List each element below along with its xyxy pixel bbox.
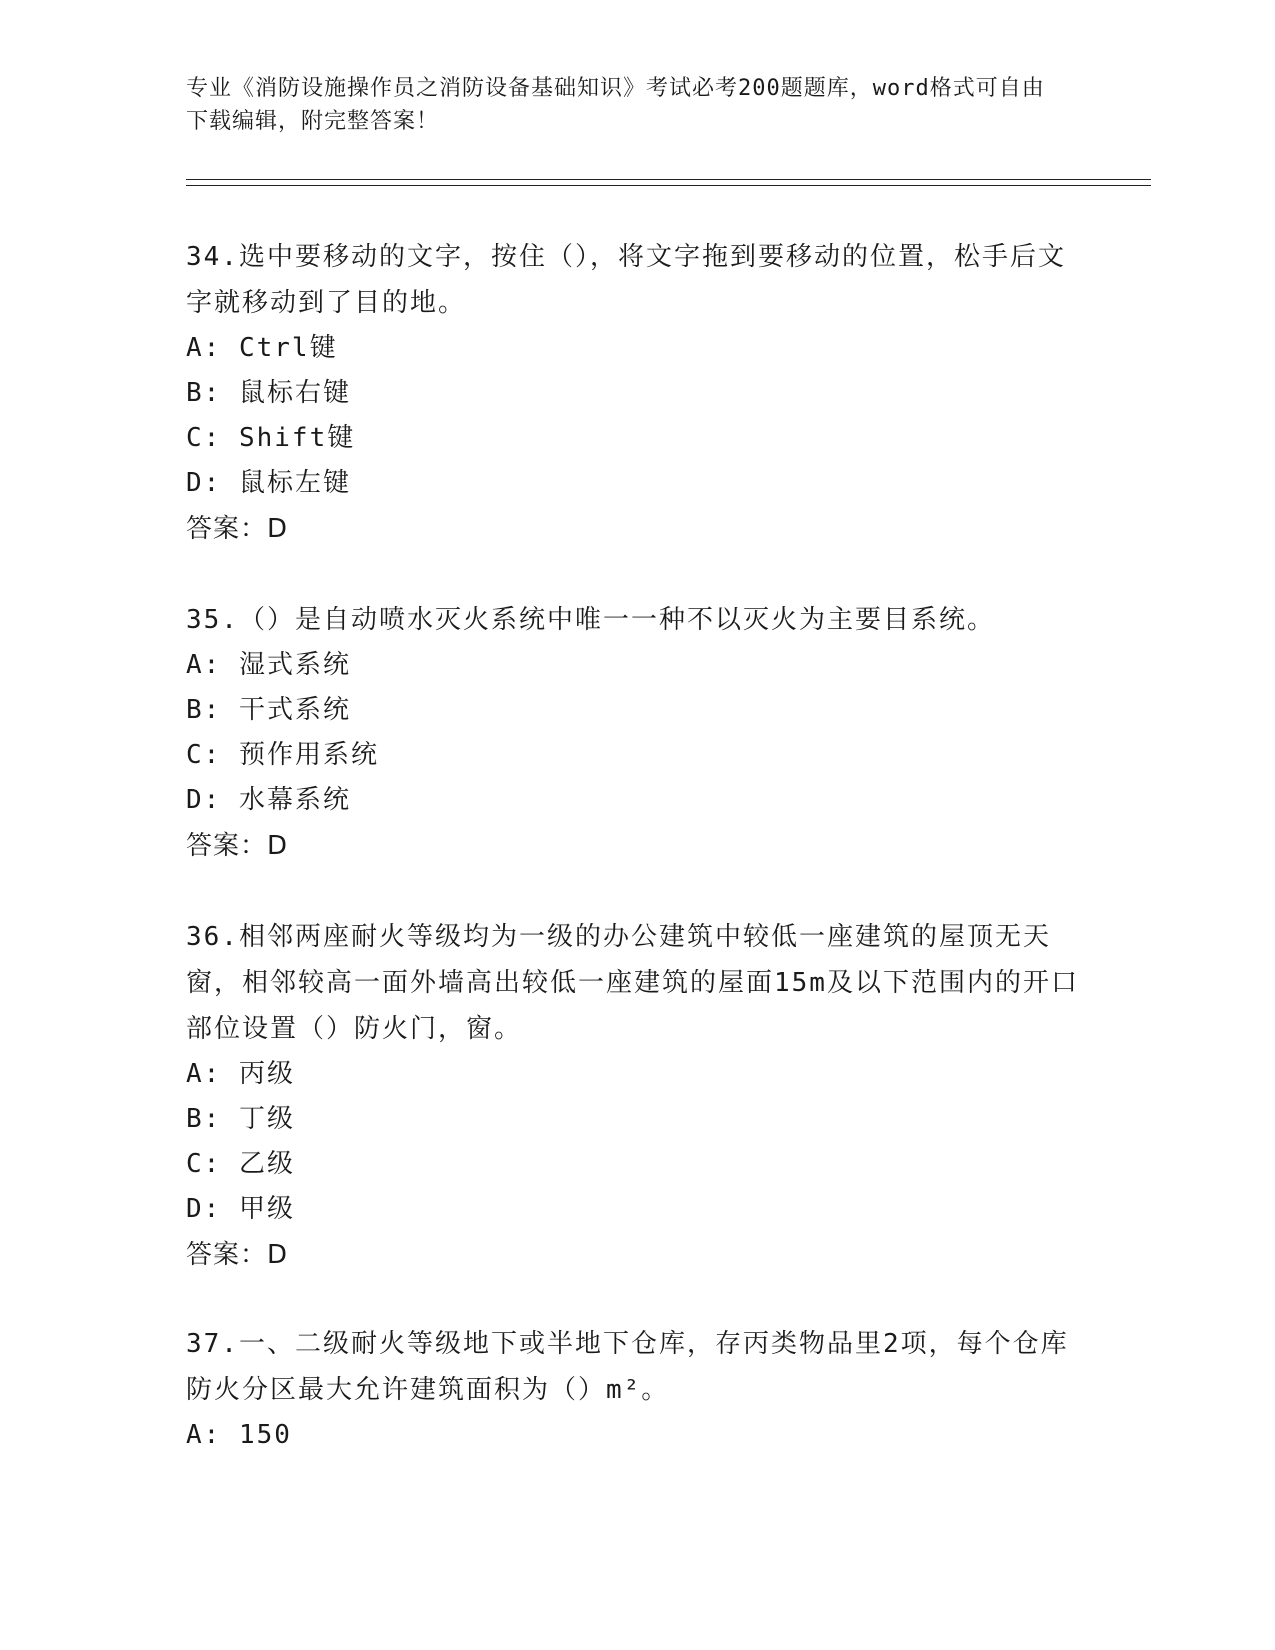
option-a: A: Ctrl键 <box>186 333 338 363</box>
option-d: D: 鼠标左键 <box>186 468 351 498</box>
question-stem: 37.一、二级耐火等级地下或半地下仓库，存丙类物品里2项，每个仓库防火分区最大允许建筑面积为（）m²。 <box>186 1329 1069 1405</box>
option-b: B: 干式系统 <box>186 695 351 725</box>
question-36 <box>186 914 1086 1278</box>
option-a: A: 湿式系统 <box>186 650 351 680</box>
header-divider-bottom <box>186 185 1151 186</box>
question-stem: 34.选中要移动的文字，按住（），将文字拖到要移动的位置，松手后文字就移动到了目的地。 <box>186 242 1066 318</box>
option-b: B: 丁级 <box>186 1104 295 1134</box>
answer: 答案：D <box>186 514 289 544</box>
option-a: A: 丙级 <box>186 1059 295 1089</box>
option-b: B: 鼠标右键 <box>186 378 351 408</box>
question-37 <box>186 1321 1086 1458</box>
answer: 答案：D <box>186 1240 289 1270</box>
option-d: D: 水幕系统 <box>186 785 351 815</box>
header-divider-top <box>186 179 1151 180</box>
question-35 <box>186 597 1086 869</box>
header-text: 专业《消防设施操作员之消防设备基础知识》考试必考200题题库，word格式可自由下载编辑，附完整答案！ <box>186 76 1045 134</box>
question-stem: 35.（）是自动喷水灭火系统中唯一一种不以灭火为主要目系统。 <box>186 605 995 635</box>
option-c: C: 乙级 <box>186 1149 295 1179</box>
option-c: C: 预作用系统 <box>186 740 379 770</box>
question-34 <box>186 234 1086 552</box>
question-stem: 36.相邻两座耐火等级均为一级的办公建筑中较低一座建筑的屋顶无天窗，相邻较高一面外墙高出较低一座建筑的屋面15m及以下范围内的开口部位设置（）防火门，窗。 <box>186 922 1079 1044</box>
option-c: C: Shift键 <box>186 423 356 453</box>
option-a: A: 150 <box>186 1420 292 1450</box>
answer: 答案：D <box>186 831 289 861</box>
document-header <box>186 72 1066 138</box>
option-d: D: 甲级 <box>186 1194 295 1224</box>
